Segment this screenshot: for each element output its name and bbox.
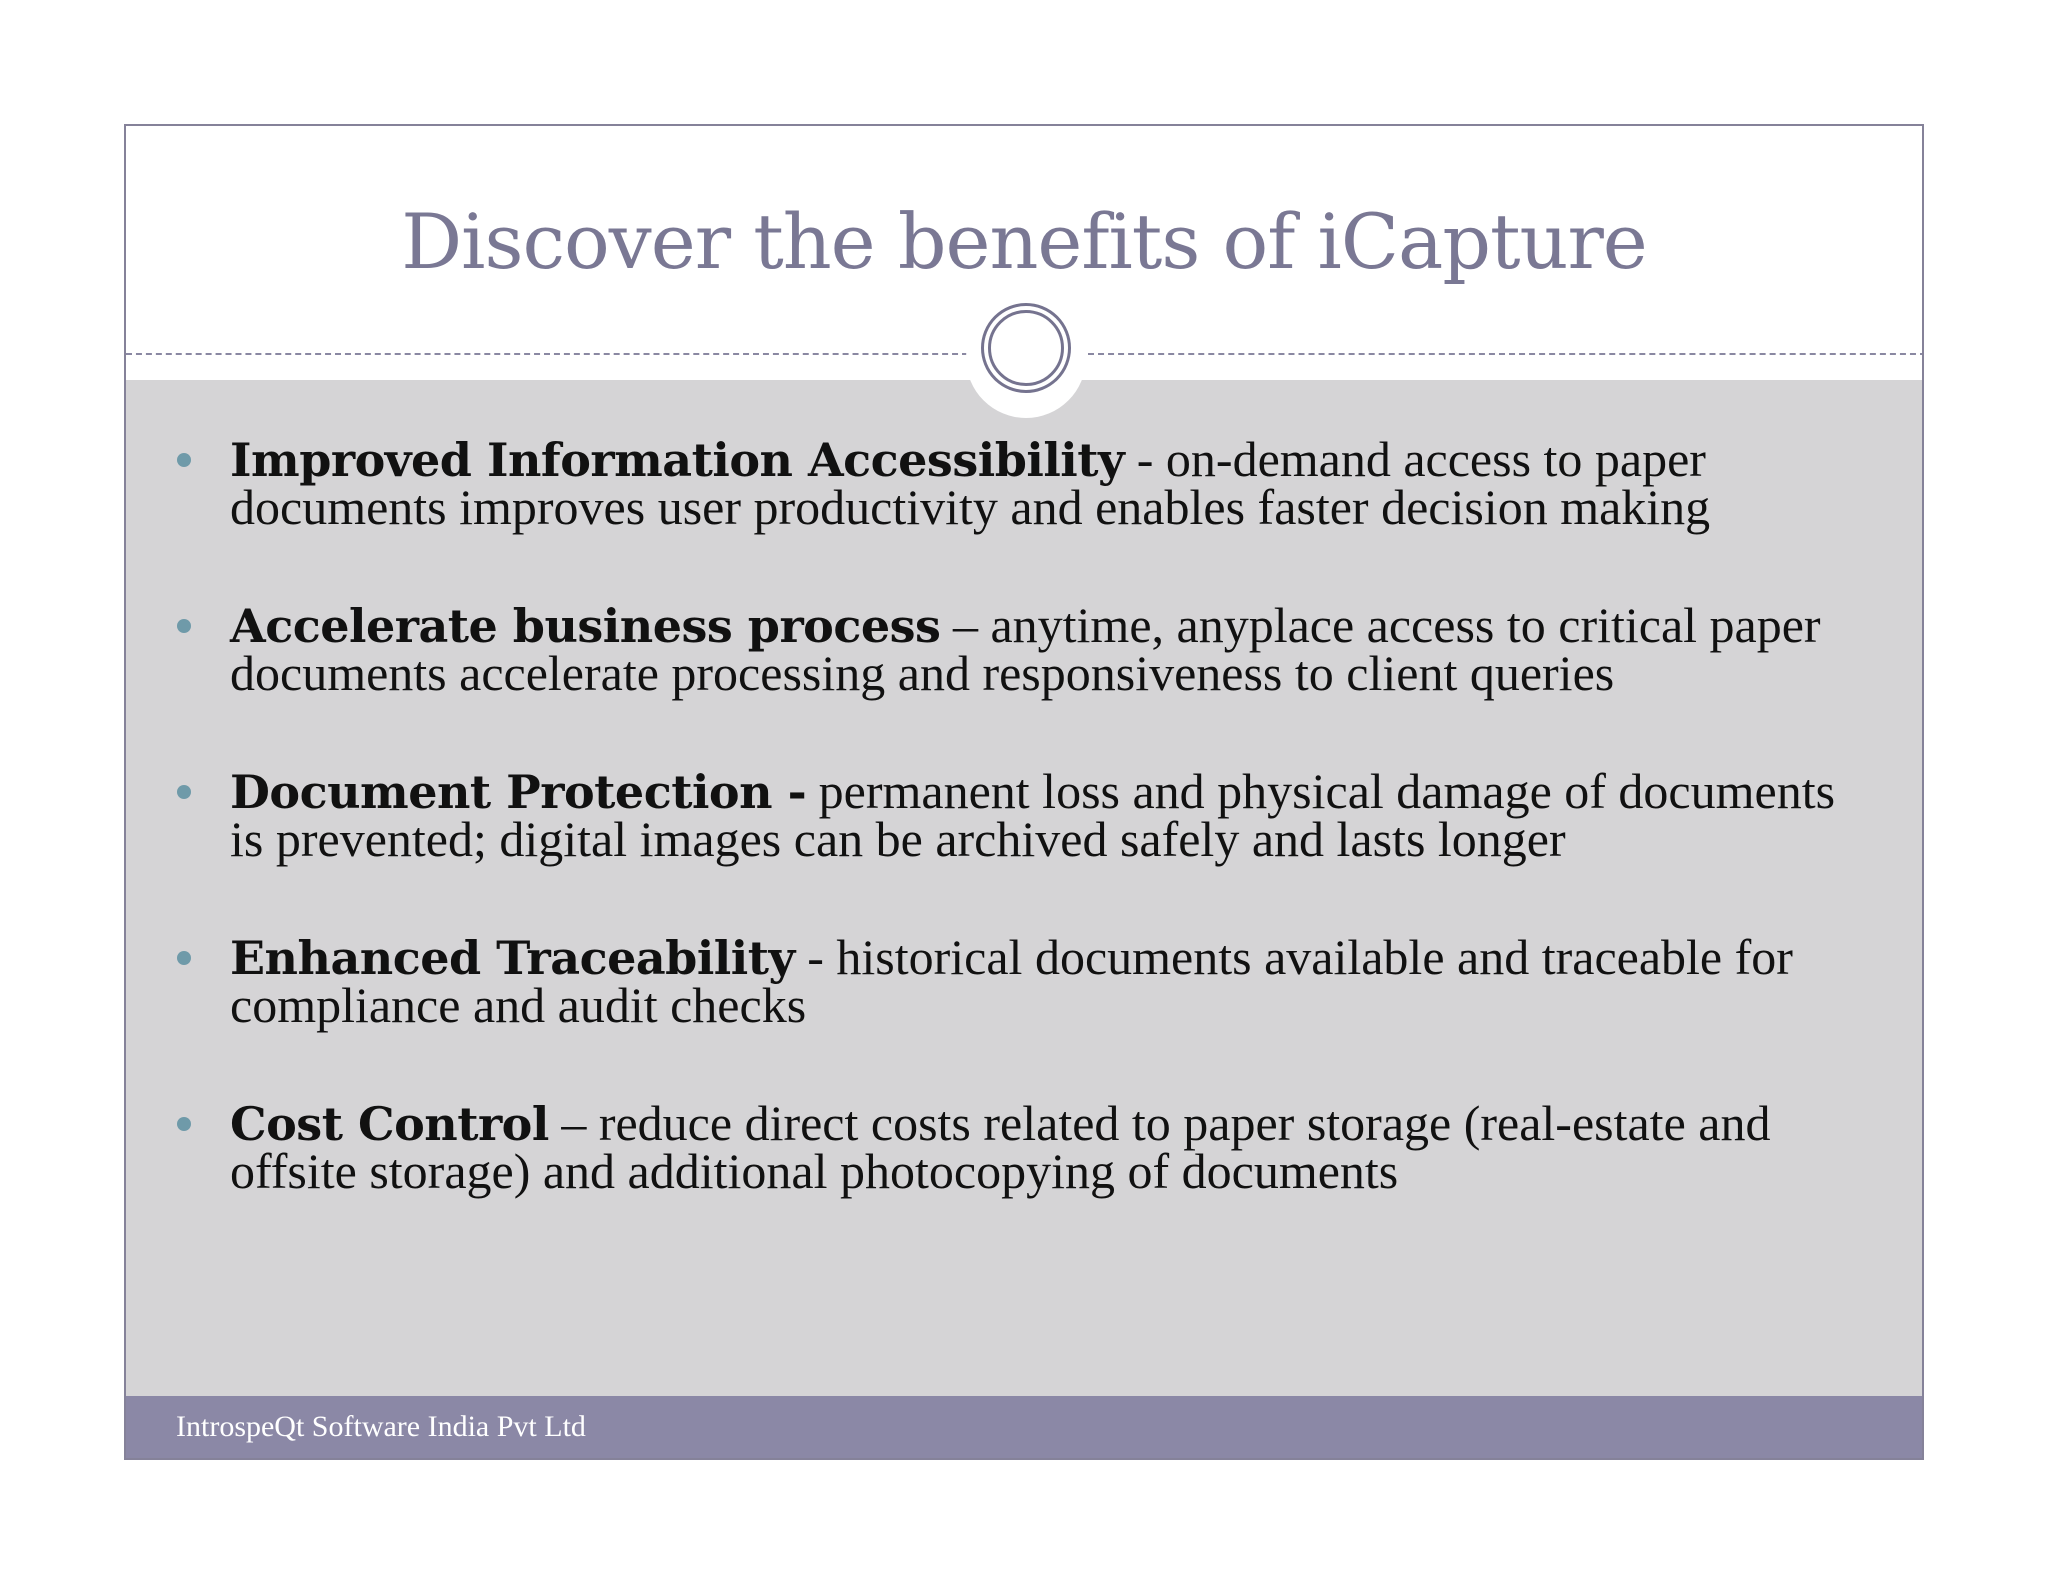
bullet-separator: - [794,929,837,985]
bullet-text: reduce direct costs related to paper storage (real-estate and offsite storage) and additional photocopying of documents [230,1095,1771,1199]
bullet-term: Cost Control [230,1097,549,1151]
list-item [126,929,1922,1033]
slide-title: Discover the benefits of iCapture [401,197,1647,286]
bullet-text: historical documents available and traceable for compliance and audit checks [230,929,1793,1033]
list-item [126,431,1922,535]
title-divider-right [1088,353,1924,355]
list-item [126,597,1922,701]
bullet-dot-icon [177,453,191,467]
title-divider-left [126,353,968,355]
list-item [126,1095,1922,1199]
bullet-dot-icon [177,951,191,965]
bullet-term: Accelerate business process [230,599,941,653]
bullet-text: on-demand access to paper documents improves user productivity and enables faster decision making [230,431,1711,535]
list-item [126,763,1922,867]
bullet-dot-icon [177,785,191,799]
benefits-list [126,431,1922,1266]
bullet-text: permanent loss and physical damage of documents is prevented; digital images can be archived safely and lasts longer [230,763,1836,867]
bullet-term: Improved Information Accessibility [230,433,1125,487]
bullet-separator: – [940,597,991,653]
footer-company-name: IntrospeQt Software India Pvt Ltd [176,1410,586,1443]
bullet-dot-icon [177,1117,191,1131]
bullet-dot-icon [177,619,191,633]
footer-bar [126,1396,1922,1458]
slide [124,124,1924,1460]
bullet-term: Document Protection - [230,765,807,819]
bullet-separator: - [1124,431,1166,487]
bullet-text: anytime, anyplace access to critical paper documents accelerate processing and responsiveness to client queries [230,597,1821,701]
circle-ornament-icon [981,303,1071,393]
bullet-term: Enhanced Traceability [230,931,795,985]
bullet-separator: – [548,1095,599,1151]
